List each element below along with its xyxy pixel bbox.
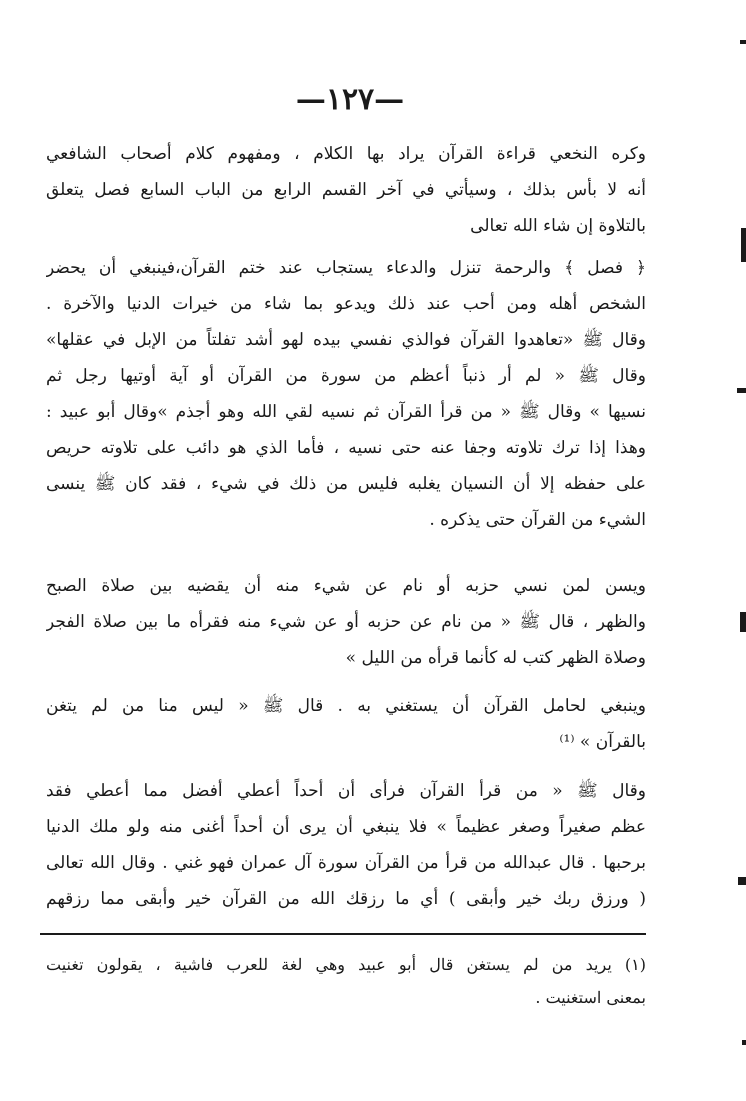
scan-edge-mark	[737, 388, 746, 393]
text-line: على حفظه إلا أن النسيان يغلبه فليس من ذلك في شيء ، فقد كان ﷺ ينسى	[46, 474, 646, 494]
text-line: بالقرآن » ⁽¹⁾	[559, 732, 646, 752]
text-line: برحبها . قال عبدالله من قرأ من القرآن سورة آل عمران فهو غني . وقال الله تعالى	[46, 853, 646, 873]
footnote-divider	[40, 933, 646, 935]
scan-edge-mark	[742, 1040, 746, 1045]
footnotes	[46, 948, 646, 1014]
paragraph-4	[46, 688, 646, 760]
text-line: وكره النخعي قراءة القرآن يراد بها الكلام ، ومفهوم كلام أصحاب الشافعي	[46, 144, 646, 164]
text-line: الشيء من القرآن حتى يذكره .	[429, 510, 646, 530]
text-line: بالتلاوة إن شاء الله تعالى	[470, 216, 646, 236]
footnote-line: (١) يريد من لم يستغن قال أبو عبيد وهي لغة للعرب فاشية ، يقولون تغنيت	[46, 955, 646, 974]
text-line: وينبغي لحامل القرآن أن يستغني به . قال ﷺ « ليس منا من لم يتغن	[46, 696, 646, 716]
text-line: وقال ﷺ « من قرأ القرآن فرأى أن أحداً أعطي أفضل مما أعطي فقد	[46, 781, 646, 801]
text-line: ويسن لمن نسي حزبه أو نام عن شيء منه أن يقضيه بين صلاة الصبح	[46, 576, 646, 596]
text-line: والظهر ، قال ﷺ « من نام عن حزبه أو عن شيء منه فقرأه ما بين صلاة الفجر	[46, 612, 646, 632]
text-line: أنه لا بأس بذلك ، وسيأتي في آخر القسم الرابع من الباب السابع فصل يتعلق	[46, 180, 646, 200]
text-line: وصلاة الظهر كتب له كأنما قرأه من الليل »	[345, 648, 646, 668]
paragraph-1	[46, 136, 646, 244]
scan-edge-mark	[740, 612, 746, 632]
scan-edge-mark	[738, 877, 746, 885]
text-line: ( ورزق ربك خير وأبقى ) أي ما رزقك الله من القرآن خير وأبقى مما رزقهم	[46, 889, 646, 909]
footnote-line: بمعنى استغنيت .	[535, 988, 646, 1007]
scan-edge-mark	[741, 228, 746, 262]
text-line: نسيها » وقال ﷺ « من قرأ القرآن ثم نسيه لقي الله وهو أجذم »وقال أبو عبيد :	[46, 402, 646, 422]
paragraph-5	[46, 773, 646, 917]
text-line: عظم صغيراً وصغر عظيماً » فلا ينبغي أن يرى أن أحداً أغنى منه ولو ملك الدنيا	[46, 817, 646, 837]
page-number: —١٢٧—	[295, 82, 405, 117]
text-line: وقال ﷺ « لم أر ذنباً أعظم من سورة من القرآن أو آية أوتيها رجل ثم	[46, 366, 646, 386]
scan-edge-mark	[740, 40, 746, 44]
text-line: ﴿ فصل ﴾ والرحمة تنزل والدعاء يستجاب عند ختم القرآن،فينبغي أن يحضر	[46, 258, 646, 278]
paragraph-2	[46, 250, 646, 538]
text-line: وهذا إذا ترك تلاوته وجفا عنه حتى نسيه ، فأما الذي هو دائب على تلاوته حريص	[46, 438, 646, 458]
paragraph-3	[46, 568, 646, 676]
text-line: وقال ﷺ «تعاهدوا القرآن فوالذي نفسي بيده لهو أشد تفلتاً من الإبل في عقلها»	[46, 330, 646, 350]
text-line: الشخص أهله ومن أحب عند ذلك ويدعو بما شاء من خيرات الدنيا والآخرة .	[46, 294, 646, 314]
